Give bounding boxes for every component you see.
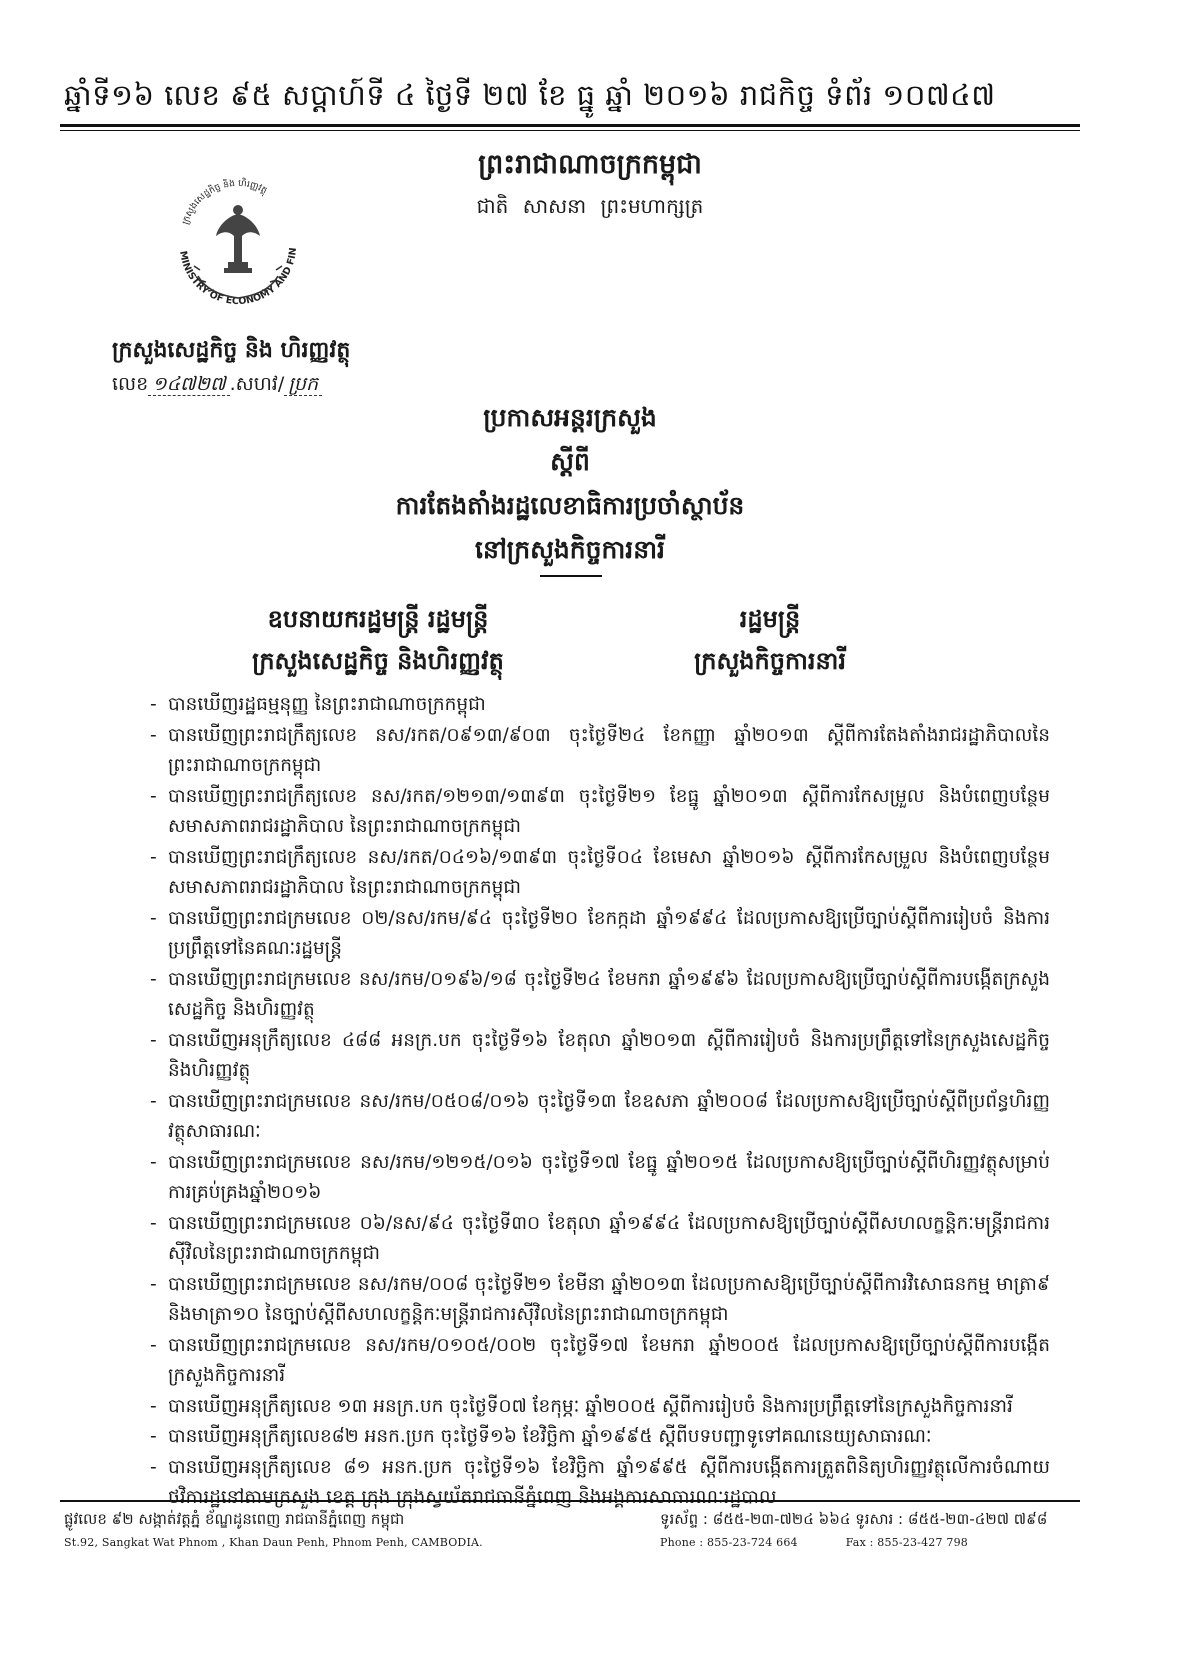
- contact-kh: ទូរស័ព្ទ : ៨៥៥-២៣-៧២៤ ៦៦៤ ទូរសារ : ៨៥៥-២៣-៤២៧ ៧៩៨: [660, 1510, 1048, 1528]
- address-kh: ផ្លូវលេខ ៩២ សង្កាត់វត្តភ្នំ ខ័ណ្ឌដូនពេញ រាជធានីភ្នំពេញ កម្ពុជា: [64, 1510, 405, 1528]
- contact-en: [660, 1536, 1047, 1549]
- reference-item: - បានឃើញព្រះរាជក្រមលេខ នស/រកម/០០៨ ចុះថ្ងៃទី២១ ខែមីនា ឆ្នាំ២០១៣ ដែលប្រកាសឱ្យប្រើច្បាប់ស្តីពីការវិសោធនកម្ម មាត្រា៩ និងមាត្រា១០ នៃច្បាប់ស្តីពីសហលក្ខន្តិកៈមន្ត្រីរាជការស៊ីវិលនៃព្រះរាជាណាចក្រកម្ពុជា: [150, 1270, 1050, 1331]
- authority-right: [640, 598, 900, 682]
- seal-emblem-icon: [158, 166, 318, 326]
- reference-item: - បានឃើញព្រះរាជក្រឹត្យលេខ នស/រកត/១២១៣/១៣៩៣ ចុះថ្ងៃទី២១ ខែធ្នូ ឆ្នាំ២០១៣ ស្តីពីការកែសម្រួល និងបំពេញបន្ថែមសមាសភាពរាជរដ្ឋាភិបាល នៃព្រះរាជាណាចក្រកម្ពុជា: [150, 782, 1050, 843]
- address-en: St.92, Sangkat Wat Phnom , Khan Daun Penh, Phnom Penh, CAMBODIA.: [64, 1536, 483, 1549]
- authority-right-title: រដ្ឋមន្ត្រី: [739, 604, 801, 633]
- reference-item: - បានឃើញព្រះរាជក្រមលេខ នស/រកម/០១០៥/០០២ ចុះថ្ងៃទី១៧ ខែមករា ឆ្នាំ២០០៥ ដែលប្រកាសឱ្យប្រើច្បាប់ស្តីពីការបង្កើតក្រសួងកិច្ចការនារី: [150, 1331, 1050, 1392]
- ref-number: ១៤៧២៧: [148, 373, 229, 396]
- reference-item: - បានឃើញព្រះរាជក្រឹត្យលេខ នស/រកត/០៤១៦/១៣៩៣ ចុះថ្ងៃទី០៤ ខែមេសា ឆ្នាំ២០១៦ ស្តីពីការកែសម្រួល និងបំពេញបន្ថែម សមាសភាពរាជរដ្ឋាភិបាល នៃព្រះរាជាណាចក្រកម្ពុជា: [150, 843, 1050, 904]
- footer-address: [64, 1510, 483, 1549]
- kingdom-motto: ជាតិ សាសនា ព្រះមហាក្សត្រ: [476, 194, 704, 218]
- ref-suffix: សហវ: [235, 373, 278, 395]
- reference-item: - បានឃើញអនុក្រឹត្យលេខ ៤៨៨ អនក្រ.បក ចុះថ្ងៃទី១៦ ខែតុលា ឆ្នាំ២០១៣ ស្តីពីការរៀបចំ និងការប្រព្រឹត្តទៅនៃក្រសួងសេដ្ឋកិច្ចនិងហិរញ្ញវត្ថុ: [150, 1026, 1050, 1087]
- title-line-1: ប្រកាសអន្តរក្រសួង: [483, 403, 657, 432]
- ref-handwritten: ប្រក: [284, 373, 322, 396]
- reference-item: - បានឃើញអនុក្រឹត្យលេខ ១៣ អនក្រ.បក ចុះថ្ងៃទី០៧ ខែកុម្ភៈ ឆ្នាំ២០០៥ ស្តីពីការរៀបចំ និងការប្រព្រឹត្តទៅនៃក្រសួងកិច្ចការនារី: [150, 1392, 1050, 1423]
- ref-prefix: លេខ: [112, 373, 149, 395]
- reference-item: - បានឃើញរដ្ឋធម្មនុញ្ញ នៃព្រះរាជាណាចក្រកម្ពុជា: [150, 690, 1050, 721]
- ministry-seal: [158, 166, 318, 326]
- reference-item: - បានឃើញព្រះរាជក្រមលេខ នស/រកម/១២១៥/០១៦ ចុះថ្ងៃទី១៧ ខែធ្នូ ឆ្នាំ២០១៥ ដែលប្រកាសឱ្យប្រើច្បាប់ស្តីពីហិរញ្ញវត្ថុសម្រាប់ការគ្រប់គ្រងឆ្នាំ២០១៦: [150, 1148, 1050, 1209]
- title-line-3: ការតែងតាំងរដ្ឋលេខាធិការប្រចាំស្ថាប័ន: [395, 491, 745, 520]
- footer-rule: [60, 1500, 1080, 1502]
- phone-en: Phone : 855-23-724 664: [660, 1536, 798, 1549]
- reference-item: - បានឃើញព្រះរាជក្រមលេខ នស/រកម/០១៩៦/១៨ ចុះថ្ងៃទី២៤ ខែមករា ឆ្នាំ១៩៩៦ ដែលប្រកាសឱ្យប្រើច្បាប់ស្តីពីការបង្កើតក្រសួងសេដ្ឋកិច្ច និងហិរញ្ញវត្ថុ: [150, 965, 1050, 1026]
- footer-contact: [660, 1510, 1047, 1549]
- seal-text-en: MINISTRY OF ECONOMY AND FIN: [177, 247, 300, 308]
- reference-item: - បានឃើញព្រះរាជក្រមលេខ ០២/នស/រកម/៩៤ ចុះថ្ងៃទី២០ ខែកក្កដា ឆ្នាំ១៩៩៤ ដែលប្រកាសឱ្យប្រើច្បាប់ស្តីពីការរៀបចំ និងការប្រព្រឹត្តទៅនៃគណៈរដ្ឋមន្ត្រី: [150, 904, 1050, 965]
- title-divider: [540, 575, 602, 577]
- kingdom-name: ព្រះរាជាណាចក្រកម្ពុជា: [478, 149, 702, 180]
- authority-left-ministry: ក្រសួងសេដ្ឋកិច្ច និងហិរញ្ញវត្ថុ: [252, 646, 504, 675]
- kingdom-heading: [420, 148, 760, 223]
- title-line-2: ស្តីពី: [550, 447, 590, 476]
- issuing-ministry: ក្រសួងសេដ្ឋកិច្ច និង ហិរញ្ញវត្ថុ: [112, 337, 351, 363]
- reference-item: - បានឃើញអនុក្រឹត្យលេខ៨២ អនក.ប្រក ចុះថ្ងៃទី១៦ ខែវិច្ឆិកា ឆ្នាំ១៩៩៥ ស្តីពីបទបញ្ជាទូទៅគណនេយ្យសាធារណៈ: [150, 1422, 1050, 1453]
- fax-en: Fax : 855-23-427 798: [845, 1536, 968, 1549]
- seal-text-kh: ក្រសួងសេដ្ឋកិច្ច និង ហិរញ្ញវត្ថុ: [180, 178, 269, 227]
- svg-text:ក្រសួងសេដ្ឋកិច្ច និង ហិរញ្ញវត្: [181, 177, 269, 226]
- reference-item: - បានឃើញអនុក្រឹត្យលេខ ៨១ អនក.ប្រក ចុះថ្ងៃទី១៦ ខែវិច្ឆិកា ឆ្នាំ១៩៩៥ ស្តីពីការបង្កើតការត្រួតពិនិត្យហិរញ្ញវត្ថុលើការចំណាយថវិការដ្ឋនៅតាមក្រសួង ខេត្ត ក្រុង ក្រុងស្វយ័តរាជធានីភ្នំពេញ និងអង្គការសាធារណៈរដ្ឋបាល: [150, 1453, 1050, 1514]
- gazette-header: ឆ្នាំទី១៦ លេខ ៩៥ សប្តាហ៍ទី ៤ ថ្ងៃទី ២៧ ខែ ធ្នូ ឆ្នាំ ២០១៦ រាជកិច្ច ទំព័រ ១០៧៤៧: [64, 78, 996, 112]
- authority-left: [218, 598, 538, 682]
- document-title: [300, 396, 840, 572]
- reference-item: - បានឃើញព្រះរាជក្រមលេខ នស/រកម/០៥០៨/០១៦ ចុះថ្ងៃទី១៣ ខែឧសភា ឆ្នាំ២០០៨ ដែលប្រកាសឱ្យប្រើច្បាប់ស្តីពីប្រព័ន្ធហិរញ្ញវត្ថុសាធារណៈ: [150, 1087, 1050, 1148]
- authority-left-title: ឧបនាយករដ្ឋមន្ត្រី រដ្ឋមន្ត្រី: [267, 604, 489, 633]
- reference-number: លេខ ១៤៧២៧ .សហវ/ ប្រក: [112, 372, 322, 400]
- header-rule: [60, 124, 1080, 131]
- reference-item: - បានឃើញព្រះរាជក្រមលេខ ០៦/នស/៩៤ ចុះថ្ងៃទី៣០ ខែតុលា ឆ្នាំ១៩៩៤ ដែលប្រកាសឱ្យប្រើច្បាប់ស្តីពីសហលក្ខន្តិកៈមន្ត្រីរាជការស៊ីវិលនៃព្រះរាជាណាចក្រកម្ពុជា: [150, 1209, 1050, 1270]
- title-line-4: នៅក្រសួងកិច្ចការនារី: [475, 535, 665, 564]
- legal-references-list: [150, 690, 1050, 1514]
- authority-right-ministry: ក្រសួងកិច្ចការនារី: [694, 646, 846, 675]
- reference-item: - បានឃើញព្រះរាជក្រឹត្យលេខ នស/រកត/០៩១៣/៩០៣ ចុះថ្ងៃទី២៤ ខែកញ្ញា ឆ្នាំ២០១៣ ស្តីពីការតែងតាំងរាជរដ្ឋាភិបាលនៃព្រះរាជាណាចក្រកម្ពុជា: [150, 721, 1050, 782]
